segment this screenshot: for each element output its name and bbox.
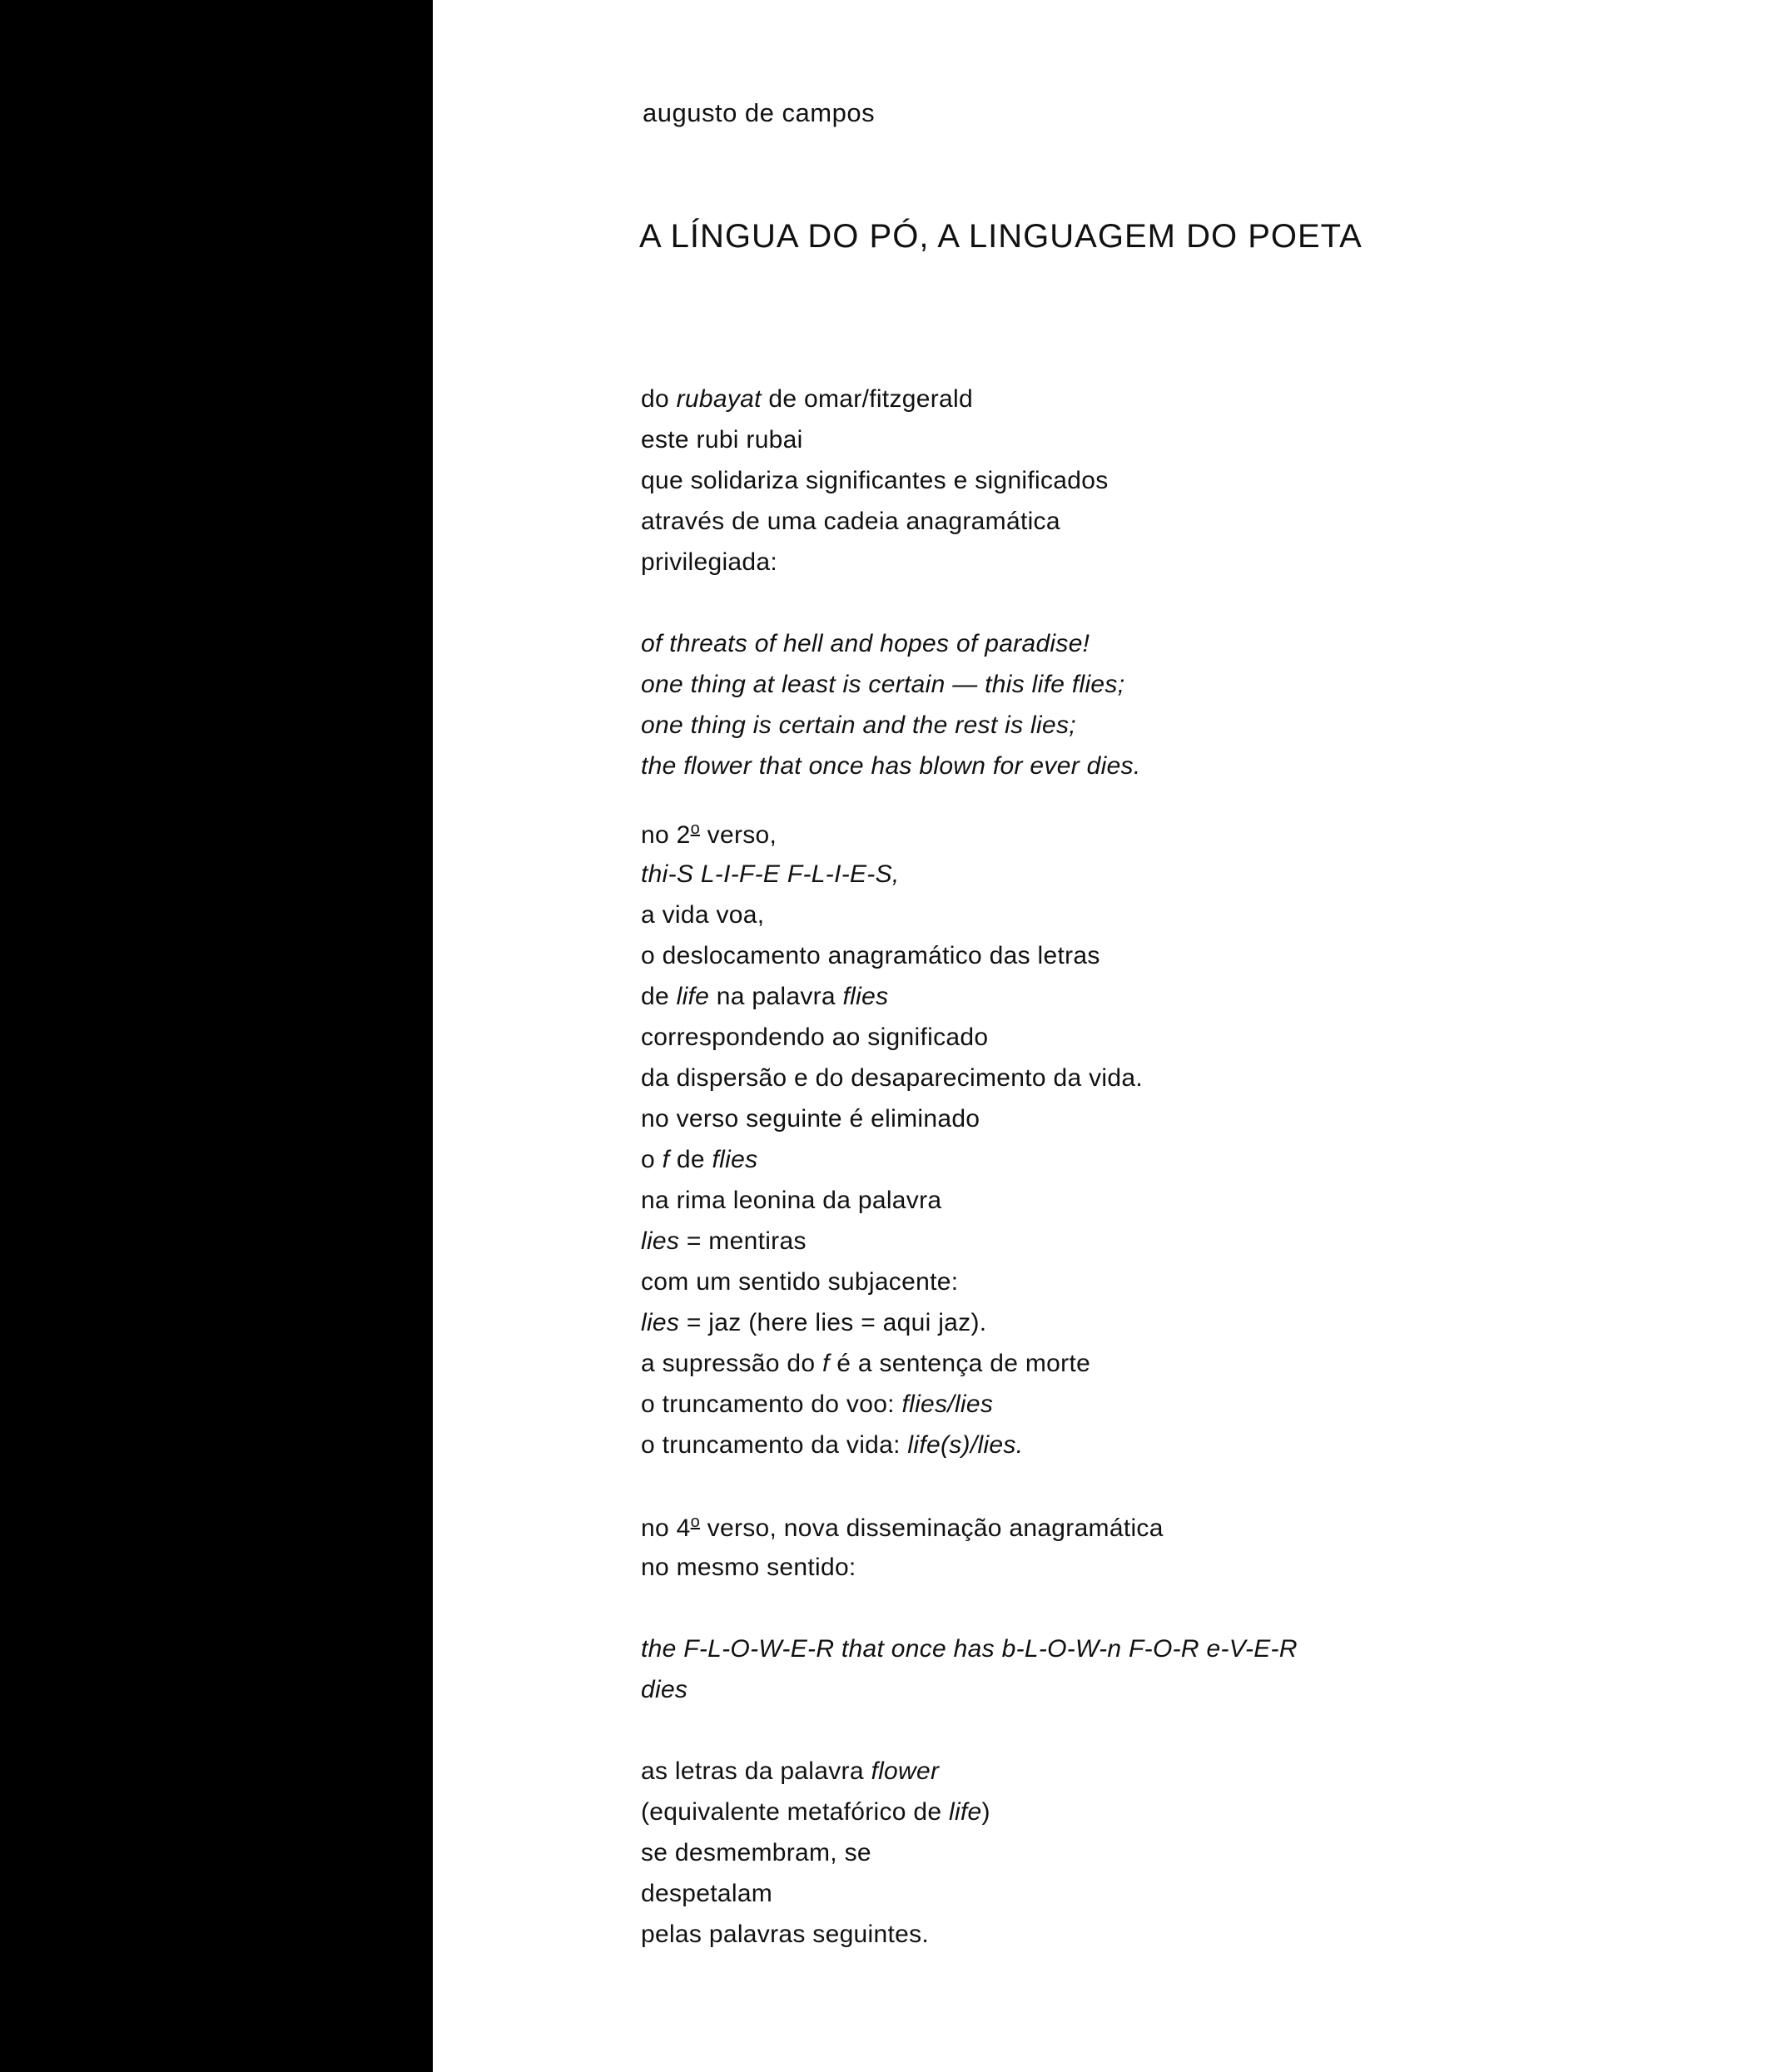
analysis-line-12: com um sentido subjacente: bbox=[641, 1268, 959, 1296]
fourth-line-2: no mesmo sentido: bbox=[641, 1554, 856, 1581]
analysis-line-11: lies = mentiras bbox=[641, 1227, 807, 1255]
closing-line-1: as letras da palavra flower bbox=[641, 1757, 940, 1785]
intro-line-1: do rubayat de omar/fitzgerald bbox=[641, 385, 973, 413]
closing-line-3: se desmembram, se bbox=[641, 1839, 871, 1866]
analysis-line-2: thi-S L-I-F-E F-L-I-E-S, bbox=[641, 860, 900, 888]
author-name: augusto de campos bbox=[643, 98, 876, 127]
analysis-line-3: a vida voa, bbox=[641, 901, 765, 929]
intro-line-5: privilegiada: bbox=[641, 548, 777, 576]
analysis-line-10: na rima leonina da palavra bbox=[641, 1187, 942, 1214]
fourth-line-1: no 4$^o$ verso, nova disseminação anagramática bbox=[641, 1513, 1164, 1542]
analysis-line-7: da dispersão e do desaparecimento da vida. bbox=[641, 1064, 1143, 1092]
fourth-line-3: the F-L-O-W-E-R that once has b-L-O-W-n F-O-R e-V-E-R bbox=[641, 1635, 1298, 1663]
quatrain-line-4: the flower that once has blown for ever dies. bbox=[641, 752, 1141, 780]
analysis-line-16: o truncamento da vida: life(s)/lies. bbox=[641, 1431, 1024, 1459]
intro-line-2: este rubi rubai bbox=[641, 426, 803, 454]
intro-line-4: através de uma cadeia anagramática bbox=[641, 508, 1060, 535]
analysis-line-13: lies = jaz (here lies = aqui jaz). bbox=[641, 1309, 987, 1336]
closing-line-4: despetalam bbox=[641, 1880, 773, 1907]
article-title: A LÍNGUA DO PÓ, A LINGUAGEM DO POETA bbox=[639, 218, 1363, 255]
analysis-line-4: o deslocamento anagramático das letras bbox=[641, 942, 1100, 969]
analysis-line-15: o truncamento do voo: flies/lies bbox=[641, 1390, 994, 1418]
analysis-line-5: de life na palavra flies bbox=[641, 983, 889, 1010]
quatrain-line-1: of threats of hell and hopes of paradise! bbox=[641, 630, 1090, 657]
black-margin-band bbox=[0, 0, 433, 2072]
quatrain-line-2: one thing at least is certain — this life flies; bbox=[641, 671, 1125, 698]
analysis-line-8: no verso seguinte é eliminado bbox=[641, 1105, 980, 1133]
closing-line-2: (equivalente metafórico de life) bbox=[641, 1798, 990, 1826]
quatrain-line-3: one thing is certain and the rest is lies; bbox=[641, 711, 1076, 739]
analysis-line-14: a supressão do f é a sentença de morte bbox=[641, 1350, 1091, 1377]
analysis-line-9: o f de flies bbox=[641, 1146, 758, 1173]
analysis-line-6: correspondendo ao significado bbox=[641, 1024, 989, 1051]
closing-line-5: pelas palavras seguintes. bbox=[641, 1921, 930, 1948]
fourth-line-4: dies bbox=[641, 1676, 688, 1703]
intro-line-3: que solidariza significantes e significados bbox=[641, 467, 1109, 494]
analysis-line-1: no 2$^o$ verso, bbox=[641, 820, 777, 849]
